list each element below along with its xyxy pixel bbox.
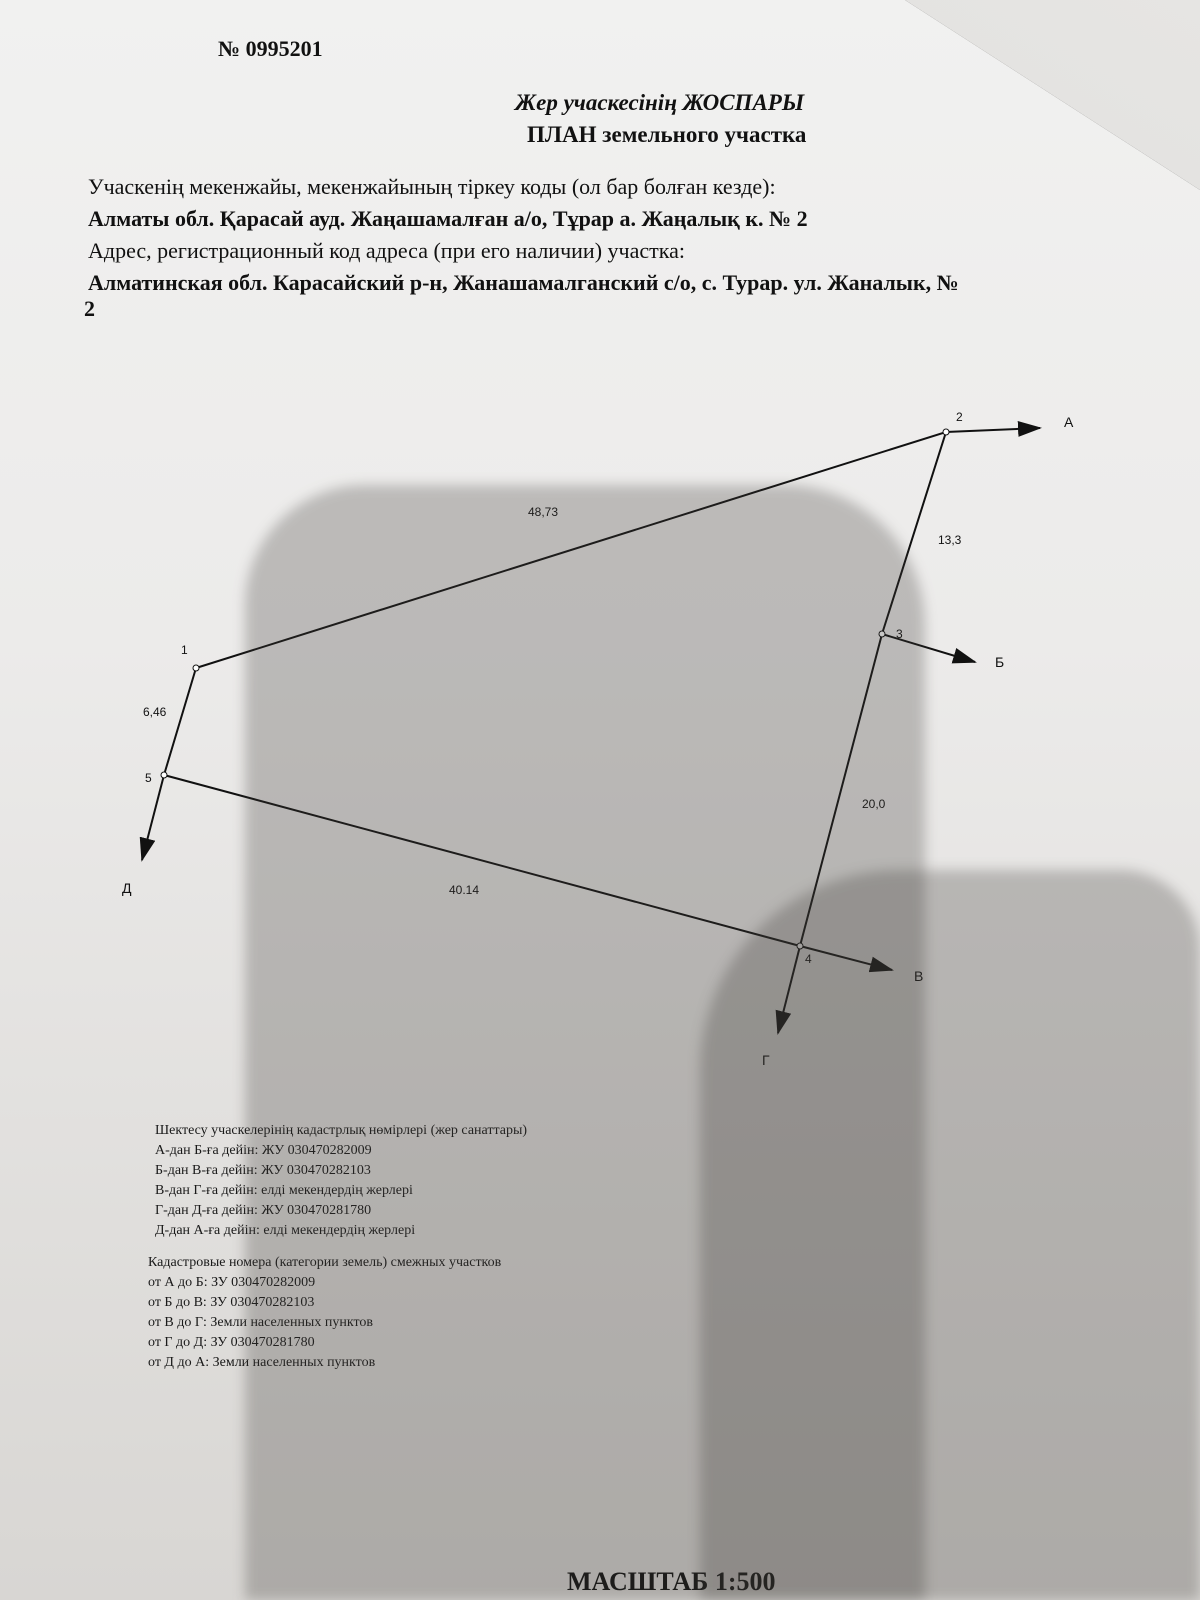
point-label-2: 2 (956, 410, 963, 424)
title-kazakh: Жер учаскесінің ЖОСПАРЫ (515, 90, 805, 115)
land-plot-diagram (0, 380, 1200, 1080)
neighbors-heading-kz: Шектесу учаскелерінің кадастрлық нөмірлері (жер санаттары) (155, 1123, 528, 1138)
address-value-kz: Алматы обл. Қарасай ауд. Жаңашамалған а/о, Тұрар а. Жаңалық к. № 2 (88, 206, 808, 231)
list-item: А-дан Б-ға дейін: ЖУ 030470282009 (155, 1143, 372, 1158)
scale-label: МАСШТАБ 1:500 (567, 1567, 776, 1596)
address-label-kz: Учаскенің мекенжайы, мекенжайының тіркеу коды (ол бар болған кезде): (88, 174, 776, 199)
direction-label-g: Г (762, 1052, 770, 1068)
point-label-5: 5 (145, 771, 152, 785)
neighbors-heading-ru: Кадастровые номера (категории земель) смежных участков (148, 1255, 502, 1270)
side-length-4-5: 40.14 (449, 883, 480, 897)
list-item: Д-дан А-ға дейін: елді мекендердің жерлері (155, 1223, 416, 1238)
side-length-3-4: 20,0 (862, 797, 886, 811)
point-label-3: 3 (896, 627, 903, 641)
side-length-5-1: 6,46 (143, 705, 167, 719)
point-label-4: 4 (805, 952, 812, 966)
direction-label-v: В (914, 968, 924, 984)
side-length-2-3: 13,3 (938, 533, 962, 547)
point-marker-3 (879, 631, 885, 637)
list-item: от А до Б: ЗУ 030470282009 (148, 1275, 316, 1290)
list-item: от Г до Д: ЗУ 030470281780 (148, 1335, 315, 1350)
point-marker-4 (797, 943, 803, 949)
title-russian: ПЛАН земельного участка (527, 122, 807, 147)
document-number: № 0995201 (218, 36, 323, 61)
list-item: от Д до А: Земли населенных пунктов (148, 1355, 376, 1370)
address-label-ru: Адрес, регистрационный код адреса (при его наличии) участка: (88, 238, 685, 263)
direction-label-d: Д (122, 880, 132, 896)
point-marker-5 (161, 772, 167, 778)
arrow-a (946, 428, 1040, 432)
side-length-1-2: 48,73 (528, 505, 559, 519)
address-value-ru-line2: 2 (84, 296, 95, 321)
direction-label-b: Б (995, 654, 1005, 670)
list-item: от Б до В: ЗУ 030470282103 (148, 1295, 315, 1310)
point-label-1: 1 (181, 643, 188, 657)
point-marker-1 (193, 665, 199, 671)
arrow-v (800, 946, 892, 970)
list-item: от В до Г: Земли населенных пунктов (148, 1315, 373, 1330)
arrow-g (778, 946, 800, 1033)
list-item: Б-дан В-ға дейін: ЖУ 030470282103 (155, 1163, 371, 1178)
address-value-ru-line1: Алматинская обл. Карасайский р-н, Жанашамалганский с/о, с. Турар. ул. Жаналык, № (88, 270, 959, 295)
direction-label-a: А (1064, 414, 1074, 430)
neighbors-list-ru (148, 1253, 501, 1373)
point-marker-2 (943, 429, 949, 435)
list-item: В-дан Г-ға дейін: елді мекендердің жерлері (155, 1183, 413, 1198)
neighbors-list-kz (155, 1121, 527, 1241)
arrow-d (142, 775, 164, 860)
list-item: Г-дан Д-ға дейін: ЖУ 030470281780 (155, 1203, 372, 1218)
